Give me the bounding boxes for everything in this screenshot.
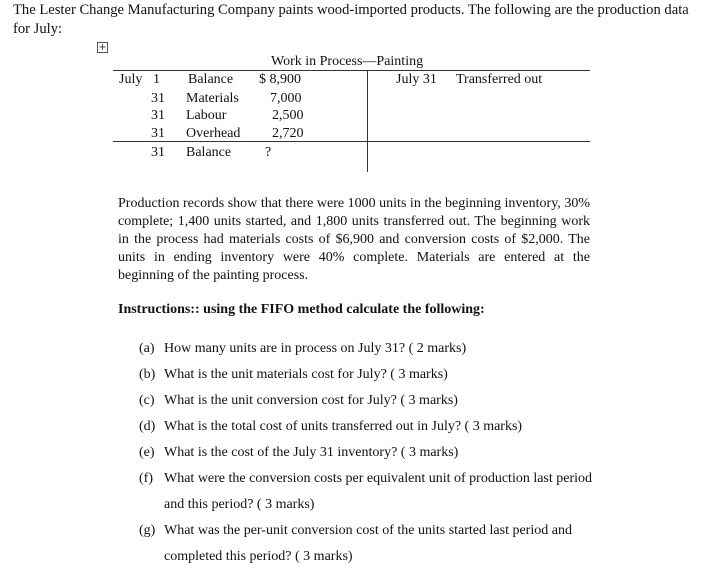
question-text: What is the total cost of units transferred out in July? ( 3 marks) — [164, 419, 523, 434]
question-b — [139, 362, 609, 388]
question-a — [139, 336, 609, 362]
question-text: What were the conversion costs per equivalent unit of production last period and this period? ( 3 marks) — [164, 471, 593, 512]
t-account-balance-rule — [113, 141, 590, 142]
intro-text: The Lester Change Manufacturing Company paints wood-imported products. The following are the production data for July: — [13, 2, 689, 37]
question-text: What is the unit materials cost for July? ( 3 marks) — [164, 367, 448, 382]
question-d — [139, 414, 609, 440]
debit-row-2-item: Materials — [186, 91, 239, 106]
question-e — [139, 440, 609, 466]
question-text: What is the cost of the July 31 inventory? ( 3 marks) — [164, 445, 459, 460]
t-account-title: Work in Process—Painting — [271, 54, 424, 69]
credit-row-1-item: Transferred out — [456, 72, 543, 87]
debit-row-3-day: 31 — [151, 108, 165, 123]
debit-row-4-day: 31 — [151, 126, 165, 141]
t-account-work-in-process — [113, 54, 590, 172]
debit-row-2-day: 31 — [151, 91, 165, 106]
question-text: What is the unit conversion cost for July? ( 3 marks) — [164, 393, 458, 408]
question-letter: (g) — [139, 523, 156, 538]
debit-row-2-amount: 7,000 — [270, 91, 302, 106]
instructions-heading: Instructions:: using the FIFO method calculate the following: — [118, 302, 485, 317]
question-g — [139, 518, 609, 570]
question-f — [139, 466, 609, 518]
question-letter: (d) — [139, 419, 156, 434]
question-list — [139, 336, 609, 570]
t-account-center-rule — [367, 71, 368, 172]
debit-row-1-item: Balance — [188, 72, 234, 87]
debit-row-4-item: Overhead — [186, 126, 241, 141]
credit-row-1-date: July 31 — [396, 72, 437, 87]
debit-row-3-amount: 2,500 — [272, 108, 304, 123]
debit-row-3-item: Labour — [186, 108, 227, 123]
question-text: What was the per-unit conversion cost of the units started last period and completed this period? ( 3 marks) — [164, 523, 572, 564]
production-records-paragraph: Production records show that there were 1000 units in the beginning inventory, 30% complete; 1,400 units started, and 1,800 units transferred out. The beginning work in the process had materials costs of $6,900 and conversion costs of $2,000. The units in ending inventory were 40% complete. Materials are entered at the beginning of the painting process. — [118, 196, 590, 283]
question-letter: (f) — [139, 471, 153, 486]
debit-row-5-item: Balance — [186, 145, 232, 160]
debit-row-1-day: 1 — [153, 72, 160, 87]
debit-row-1-month: July — [119, 72, 143, 87]
question-letter: (c) — [139, 393, 155, 408]
debit-row-4-amount: 2,720 — [272, 126, 304, 141]
question-c — [139, 388, 609, 414]
question-letter: (b) — [139, 367, 156, 382]
question-letter: (e) — [139, 445, 155, 460]
question-text: How many units are in process on July 31? ( 2 marks) — [164, 341, 467, 356]
debit-row-5-day: 31 — [151, 145, 165, 160]
debit-row-1-amount: $ 8,900 — [259, 72, 301, 87]
debit-row-5-amount: ? — [265, 145, 272, 160]
question-letter: (a) — [139, 341, 155, 356]
expand-table-handle[interactable]: + — [98, 42, 107, 53]
